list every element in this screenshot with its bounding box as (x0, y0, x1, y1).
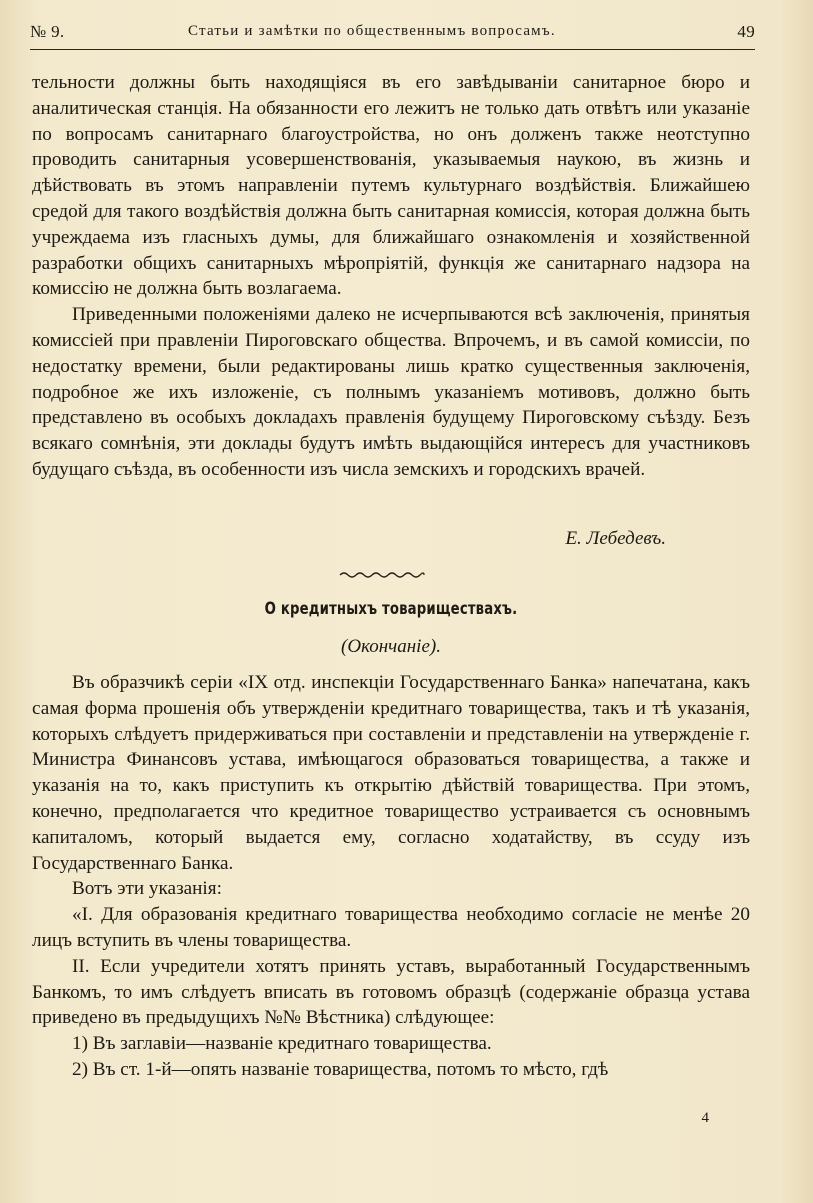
paragraph-4: Вотъ эти указанія: (72, 878, 222, 900)
paragraph-3: Въ образчикѣ серіи «IX отд. инспекціи Государственнаго Банка» напечатана, какъ самая форма прошенія объ утвержденіи кредитнаго товарищества, такъ и тѣ указанія, которыхъ слѣдуетъ придерживаться при составленіи и представленіи на утвержденіе г. Министра Финансовъ устава, имѣющагося образоваться товарищества, а также и указанія на то, какъ приступить къ открытію дѣйствій товарищества. При этомъ, конечно, предполагается что кредитное товарищество устраивается съ основнымъ капиталомъ, который выдается ему, согласно ходатайству, въ ссуду изъ Государственнаго Банка. (32, 672, 750, 874)
signature-mark: 4 (701, 1110, 709, 1126)
section-1-body (32, 70, 750, 483)
author-signature: Е. Лебедевъ. (565, 528, 666, 549)
running-header (30, 20, 755, 46)
running-title: Статьи и замѣтки по общественнымъ вопросамъ. (188, 23, 556, 39)
paragraph-2: Приведенными положеніями далеко не исчерпываются всѣ заключенія, принятыя комиссіей при правленіи Пироговскаго общества. Впрочемъ, и въ самой комиссіи, по недостатку времени, были редактированы лишь кратко существенныя заключенія, подробное же ихъ изложеніе, съ полнымъ указаніемъ мотивовъ, должно быть представлено въ особыхъ докладахъ правленія будущему Пироговскому съѣзду. Безъ всякаго сомнѣнія, эти доклады будутъ имѣть выдающійся интересъ для участниковъ будущаго съѣзда, въ особенности изъ числа земскихъ и городскихъ врачей. (32, 304, 750, 480)
paragraph-5: «I. Для образованія кредитнаго товарищества необходимо согласіе не менѣе 20 лицъ вступить въ члены товарищества. (32, 904, 750, 951)
header-rule (30, 49, 755, 50)
paragraph-8: 2) Въ ст. 1-й—опять названіе товарищества, потомъ то мѣсто, гдѣ (72, 1058, 609, 1080)
paragraph-6: II. Если учредители хотятъ принять уставъ, выработанный Государственнымъ Банкомъ, то имъ слѣдуетъ вписать въ готовомъ образцѣ (содержаніе образца устава приведено въ предыдущихъ №№ Вѣстника) слѣдующее: (32, 955, 750, 1029)
paragraph-7: 1) Въ заглавіи—названіе кредитнаго товарищества. (72, 1033, 492, 1055)
page-number: 49 (737, 22, 755, 41)
paragraph-1: тельности должны быть находящіяся въ его завѣдываніи санитарное бюро и аналитическая станція. На обязанности его лежитъ не только дать отвѣтъ или указаніе по вопросамъ санитарнаго благоустройства, но онъ долженъ также неотступно проводить санитарныя усовершенствованія, указываемыя наукою, въ жизнь и дѣйствовать въ этомъ направленіи путемъ культурнаго воздѣйствія. Ближайшею средой для такого воздѣйствія должна быть санитарная комиссія, которая должна быть учреждаема изъ гласныхъ думы, для ближайшаго ознакомленія и хозяйственной разработки общихъ санитарныхъ мѣропріятій, функція же санитарнаго надзора на комиссію не должна быть возлагаема. (32, 72, 750, 300)
section-2-body (32, 670, 750, 1083)
wave-ornament (338, 570, 426, 580)
issue-number: № 9. (30, 22, 65, 41)
section-title: О кредитныхъ товариществахъ. (264, 599, 518, 619)
section-subtitle: (Окончаніе). (341, 636, 441, 657)
